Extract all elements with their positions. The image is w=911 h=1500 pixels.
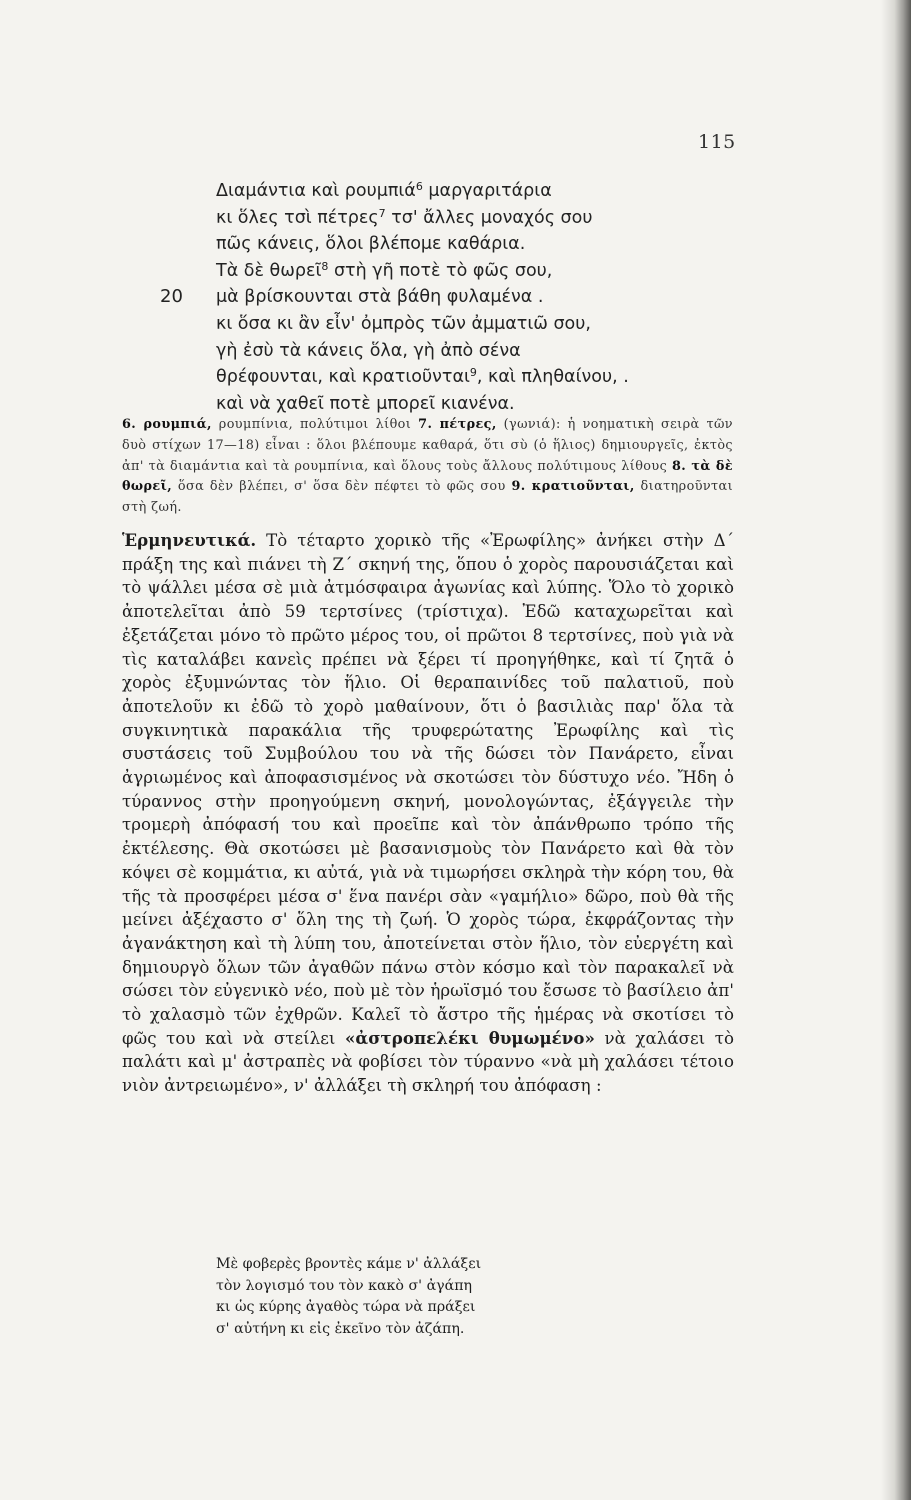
page-number: 115 xyxy=(698,131,736,153)
footnote-ref: 6 xyxy=(415,180,423,193)
footnote-label: 6. ρουμπιά, xyxy=(122,417,212,432)
poem-line: κι ὅλες τσὶ πέτρες$^7$ τσ' ἄλλες μοναχός σου xyxy=(216,206,593,228)
footnote-text: (γωνιά): ἡ νοηματικὴ σειρὰ τῶν δυὸ στίχων 17—18) εἶναι : ὅλοι βλέπουμε καθαρά, ὅτι σὺ (ὁ ἥλιος) δημιουργεῖς, ἐκτὸς ἀπ' τὰ διαμάντια καὶ τὰ ρουμπίνια, καὶ ὅλους τοὺς ἄλλους πολύτιμους λίθους xyxy=(122,417,733,474)
line-number: 20 xyxy=(160,286,183,308)
verse-line: σ' αὐτήνη κι εἰς ἐκεῖνο τὸν ἀζάπη. xyxy=(216,1320,465,1337)
footnote-text: ὅσα δὲν βλέπει, σ' ὅσα δὲν πέφτει τὸ φῶς σου xyxy=(172,479,512,495)
verse-line: κι ὡς κύρης ἀγαθὸς τώρα νὰ πράξει xyxy=(216,1299,476,1316)
poem-line: Διαμάντια καὶ ρουμπιά$^6$ μαργαριτάρια xyxy=(216,180,552,201)
footnote-ref: 9 xyxy=(469,366,477,380)
footnote-text: διατηροῦνται στὴ ζωή. xyxy=(122,479,733,516)
poem-line: κι ὅσα κι ἂν εἶν' ὀμπρὸς τῶν ἀμματιῶ σου, xyxy=(216,313,591,334)
commentary-heading: Ἑρμηνευτικά. xyxy=(122,530,257,550)
poem-line: πῶς κάνεις, ὅλοι βλέπομε καθάρια. xyxy=(216,234,526,255)
poem-excerpt xyxy=(160,178,736,417)
footnote-label: 8. τὰ δὲ θωρεῖ, xyxy=(122,458,733,495)
book-binding-edge xyxy=(881,0,911,1500)
commentary-text: Τὸ τέταρτο χορικὸ τῆς «Ἐρωφίλης» ἀνήκει στὴν Δ΄ πράξη της καὶ πιάνει τὴ Ζ΄ σκηνή της, ὅπου ὁ χορὸς παρουσιάζεται καὶ τὸ ψάλλει μέσα σὲ μιὰ ἀτμόσφαιρα ἀγωνίας καὶ λύπης. Ὅλο τὸ χορικὸ ἀποτελεῖται ἀπὸ 59 τερτσίνες (τρίστιχα). Ἐδῶ καταχωρεῖται καὶ ἐξετάζεται μόνο τὸ πρῶτο μέρος του, οἱ πρῶτοι 8 τερτσίνες, ποὺ γιὰ νὰ τὶς καταλάβει κανεὶς πρέπει νὰ ξέρει τί προηγήθηκε, καὶ τί ζητᾶ ὁ χορὸς ἐξυμνώντας τὸν ἥλιο. Οἱ θεραπαινίδες τοῦ παλατιοῦ, ποὺ ἀποτελοῦν κι ἐδῶ τὸ χορὸ μαθαίνουν, ὅτι ὁ βασιλιὰς παρ' ὅλα τὰ συγκινητικὰ παρακάλια τῆς τρυφερώτατης Ἐρωφίλης καὶ τὶς συστάσεις τοῦ Συμβούλου του νὰ τῆς δώσει τὸν Πανάρετο, εἶναι ἀγριωμένος καὶ ἀποφασισμένος νὰ σκοτώσει τὸν δύστυχο νέο. Ἤδη ὁ τύραννος στὴν προηγούμενη σκηνή, μονολογώντας, ἐξάγγειλε τὴν τρομερὴ ἀπόφασή του καὶ προεῖπε καὶ τὸν ἀπάνθρωπο τρόπο τῆς ἐκτέλεσης. Θὰ σκοτώσει μὲ βασανισμοὺς τὸν Πανάρετο καὶ θὰ τὸν κόψει σὲ κομμάτια, κι αὐτά, γιὰ νὰ τιμωρήσει σκληρὰ τὴν κόρη του, θὰ τῆς τὰ προσφέρει μέσα σ' ἕνα πανέρι σὰν «γαμήλιο» δῶρο, ποὺ θὰ τῆς μείνει ἀξέχαστο σ' ὅλη της τὴ ζωή. Ὁ χορὸς τώρα, ἐκφράζοντας τὴν ἀγανάκτηση καὶ τὴ λύπη του, ἀποτείνεται στὸν ἥλιο, τὸν εὐεργέτη καὶ δημιουργὸ ὅλων τῶν ἀγαθῶν πάνω στὸν κόσμο καὶ τὸν παρακαλεῖ νὰ σώσει τὸν εὐγενικὸ νέο, ποὺ μὲ τὸν ἡρωϊσμό του ἔσωσε τὸ βασίλειο ἀπ' τὸ χαλασμὸ τῶν ἐχθρῶν. Καλεῖ τὸ ἄστρο τῆς ἡμέρας νὰ σκοτίσει τὸ φῶς του καὶ νὰ στείλει xyxy=(122,531,734,1048)
poem-line: 20 μὰ βρίσκουνται στὰ βάθη φυλαμένα . xyxy=(216,284,736,311)
footnote-label: 7. πέτρες, xyxy=(418,417,497,432)
footnote-ref: 7 xyxy=(378,206,386,220)
poem-line: θρέφουνται, καὶ κρατιοῦνται$^9$, καὶ πληθαίνου, . xyxy=(216,366,629,388)
poem-line: καὶ νὰ χαθεῖ ποτὲ μπορεῖ κιανένα. xyxy=(216,393,515,414)
commentary xyxy=(122,529,734,1098)
quoted-verses xyxy=(216,1254,636,1340)
footnote-ref: 8 xyxy=(321,259,329,273)
emphasized-phrase: «ἀστροπελέκι θυμωμένο» xyxy=(345,1027,595,1048)
footnote-text: ρουμπίνια, πολύτιμοι λίθοι xyxy=(211,417,419,432)
commentary-text: νὰ χαλάσει τὸ παλάτι καὶ μ' ἀστραπὲς νὰ φοβίσει τὸν τύραννο «νὰ μὴ χαλάσει τέτοιο νιὸν ἀντρειωμένο», ν' ἀλλάξει τὴ σκληρή του ἀπόφαση : xyxy=(122,1028,734,1096)
verse-line: Μὲ φοβερὲς βροντὲς κάμε ν' ἀλλάξει xyxy=(216,1256,482,1272)
poem-line: γὴ ἐσὺ τὰ κάνεις ὅλα, γὴ ἀπὸ σένα xyxy=(216,340,521,361)
footnote-label: 9. κρατιοῦνται, xyxy=(511,479,635,495)
verse-line: τὸν λογισμό του τὸν κακὸ σ' ἀγάπη xyxy=(216,1277,473,1294)
poem-line: Τὰ δὲ θωρεῖ$^8$ στὴ γῆ ποτὲ τὸ φῶς σου, xyxy=(216,259,553,281)
footnotes xyxy=(122,415,733,519)
